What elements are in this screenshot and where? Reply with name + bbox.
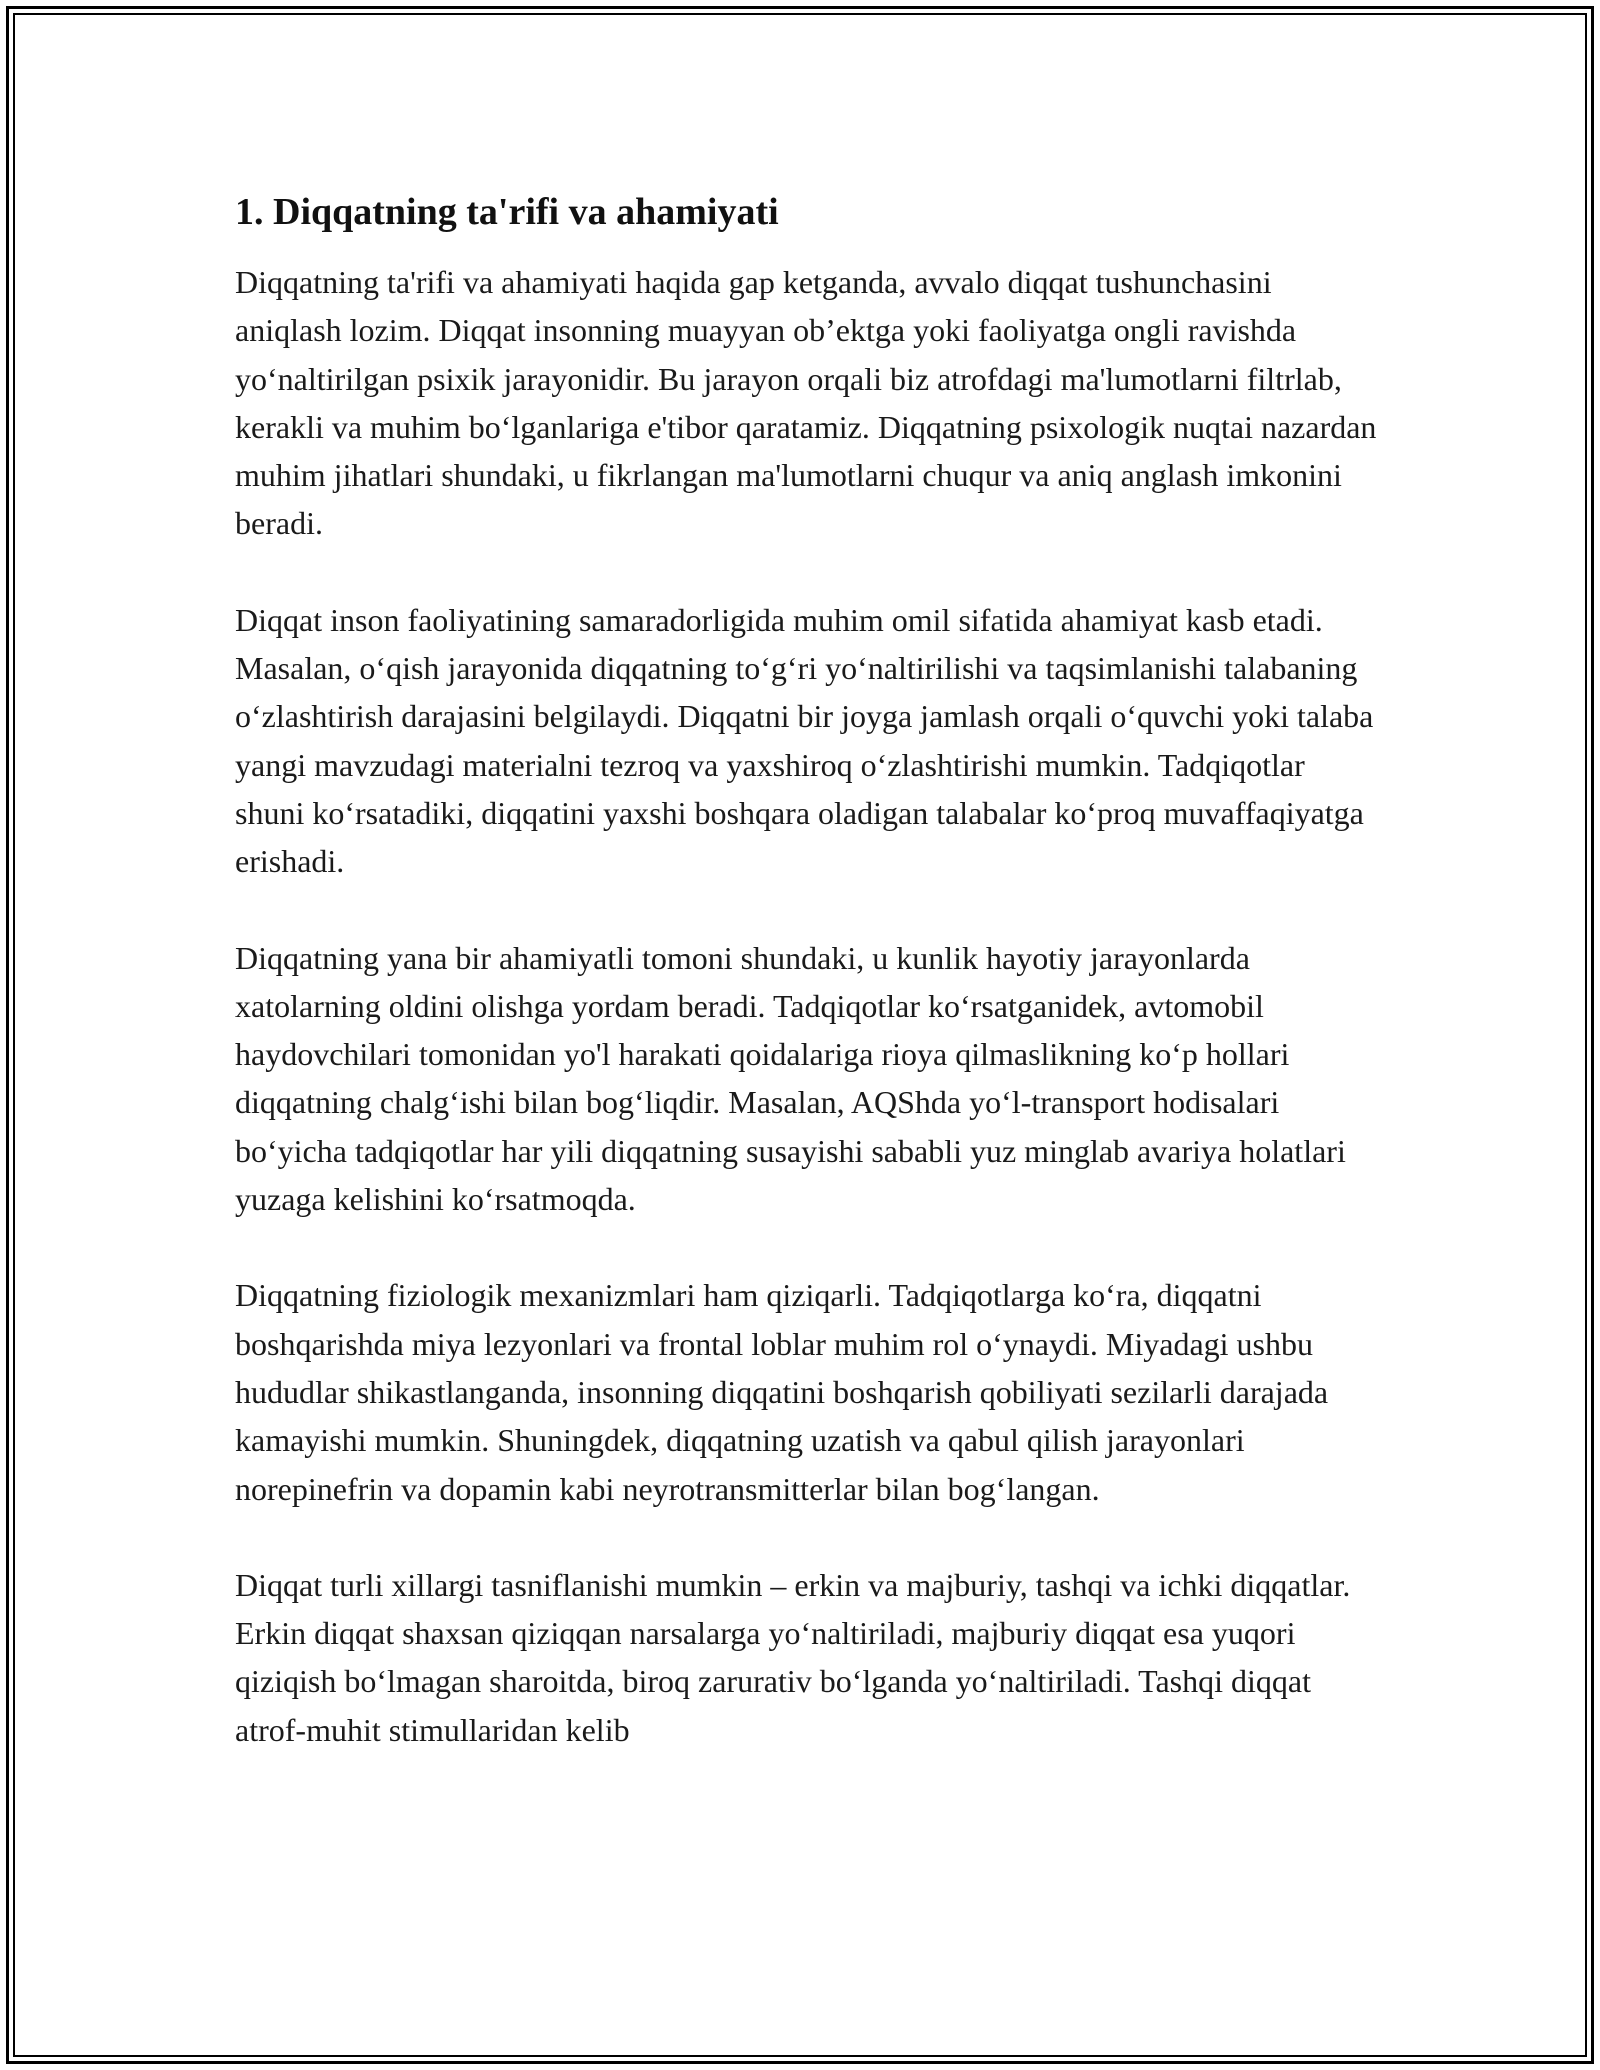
paragraph-4: Diqqatning fiziologik mexanizmlari ham qiziqarli. Tadqiqotlarga ko‘ra, diqqatni boshqarishda miya lezyonlari va frontal loblar muhim rol o‘ynaydi. Miyadagi ushbu hududlar shikastlanganda, insonning diqqatini boshqarish qobiliyati sezilarli darajada kamayishi mumkin. Shuningdek, diqqatning uzatish va qabul qilish jarayonlari norepinefrin va dopamin kabi neyrotransmitterlar bilan bog‘langan. (235, 1277, 1329, 1507)
document-body (235, 184, 1380, 1802)
paragraph-5: Diqqat turli xillargi tasniflanishi mumkin – erkin va majburiy, tashqi va ichki diqqatlar. Erkin diqqat shaxsan qiziqqan narsalarga yo‘naltiriladi, majburiy diqqat esa yuqori qiziqish bo‘lmagan sharoitda, biroq zarurativ bo‘lganda yo‘naltiriladi. Tashqi diqqat atrof-muhit stimullaridan kelib (235, 1566, 1351, 1748)
section-heading: 1. Diqqatning ta'rifi va ahamiyati (235, 191, 779, 233)
paragraph-2: Diqqat inson faoliyatining samaradorligida muhim omil sifatida ahamiyat kasb etadi. Masalan, o‘qish jarayonida diqqatning to‘g‘ri yo‘naltirilishi va taqsimlanishi talabaning o‘zlashtirish darajasini belgilaydi. Diqqatni bir joyga jamlash orqali o‘quvchi yoki talaba yangi mavzudagi materialni tezroq va yaxshiroq o‘zlashtirishi mumkin. Tadqiqotlar shuni ko‘rsatadiki, diqqatini yaxshi boshqara oladigan talabalar ko‘proq muvaffaqiyatga erishadi. (235, 601, 1374, 880)
paragraph-1: Diqqatning ta'rifi va ahamiyati haqida gap ketganda, avvalo diqqat tushunchasini aniqlash lozim. Diqqat insonning muayyan ob’ektga yoki faoliyatga ongli ravishda yo‘naltirilgan psixik jarayonidir. Bu jarayon orqali biz atrofdagi ma'lumotlarni filtrlab, kerakli va muhim bo‘lganlariga e'tibor qaratamiz. Diqqatning psixologik nuqtai nazardan muhim jihatlari shundaki, u fikrlangan ma'lumotlarni chuqur va aniq anglash imkonini beradi. (235, 264, 1377, 542)
paragraph-3: Diqqatning yana bir ahamiyatli tomoni shundaki, u kunlik hayotiy jarayonlarda xatolarning oldini olishga yordam beradi. Tadqiqotlar ko‘rsatganidek, avtomobil haydovchilari tomonidan yo'l harakati qoidalariga rioya qilmaslikning ko‘p hollari diqqatning chalg‘ishi bilan bog‘liqdir. Masalan, AQShda yo‘l-transport hodisalari bo‘yicha tadqiqotlar har yili diqqatning susayishi sababli yuz minglab avariya holatlari yuzaga kelishini ko‘rsatmoqda. (235, 939, 1346, 1218)
